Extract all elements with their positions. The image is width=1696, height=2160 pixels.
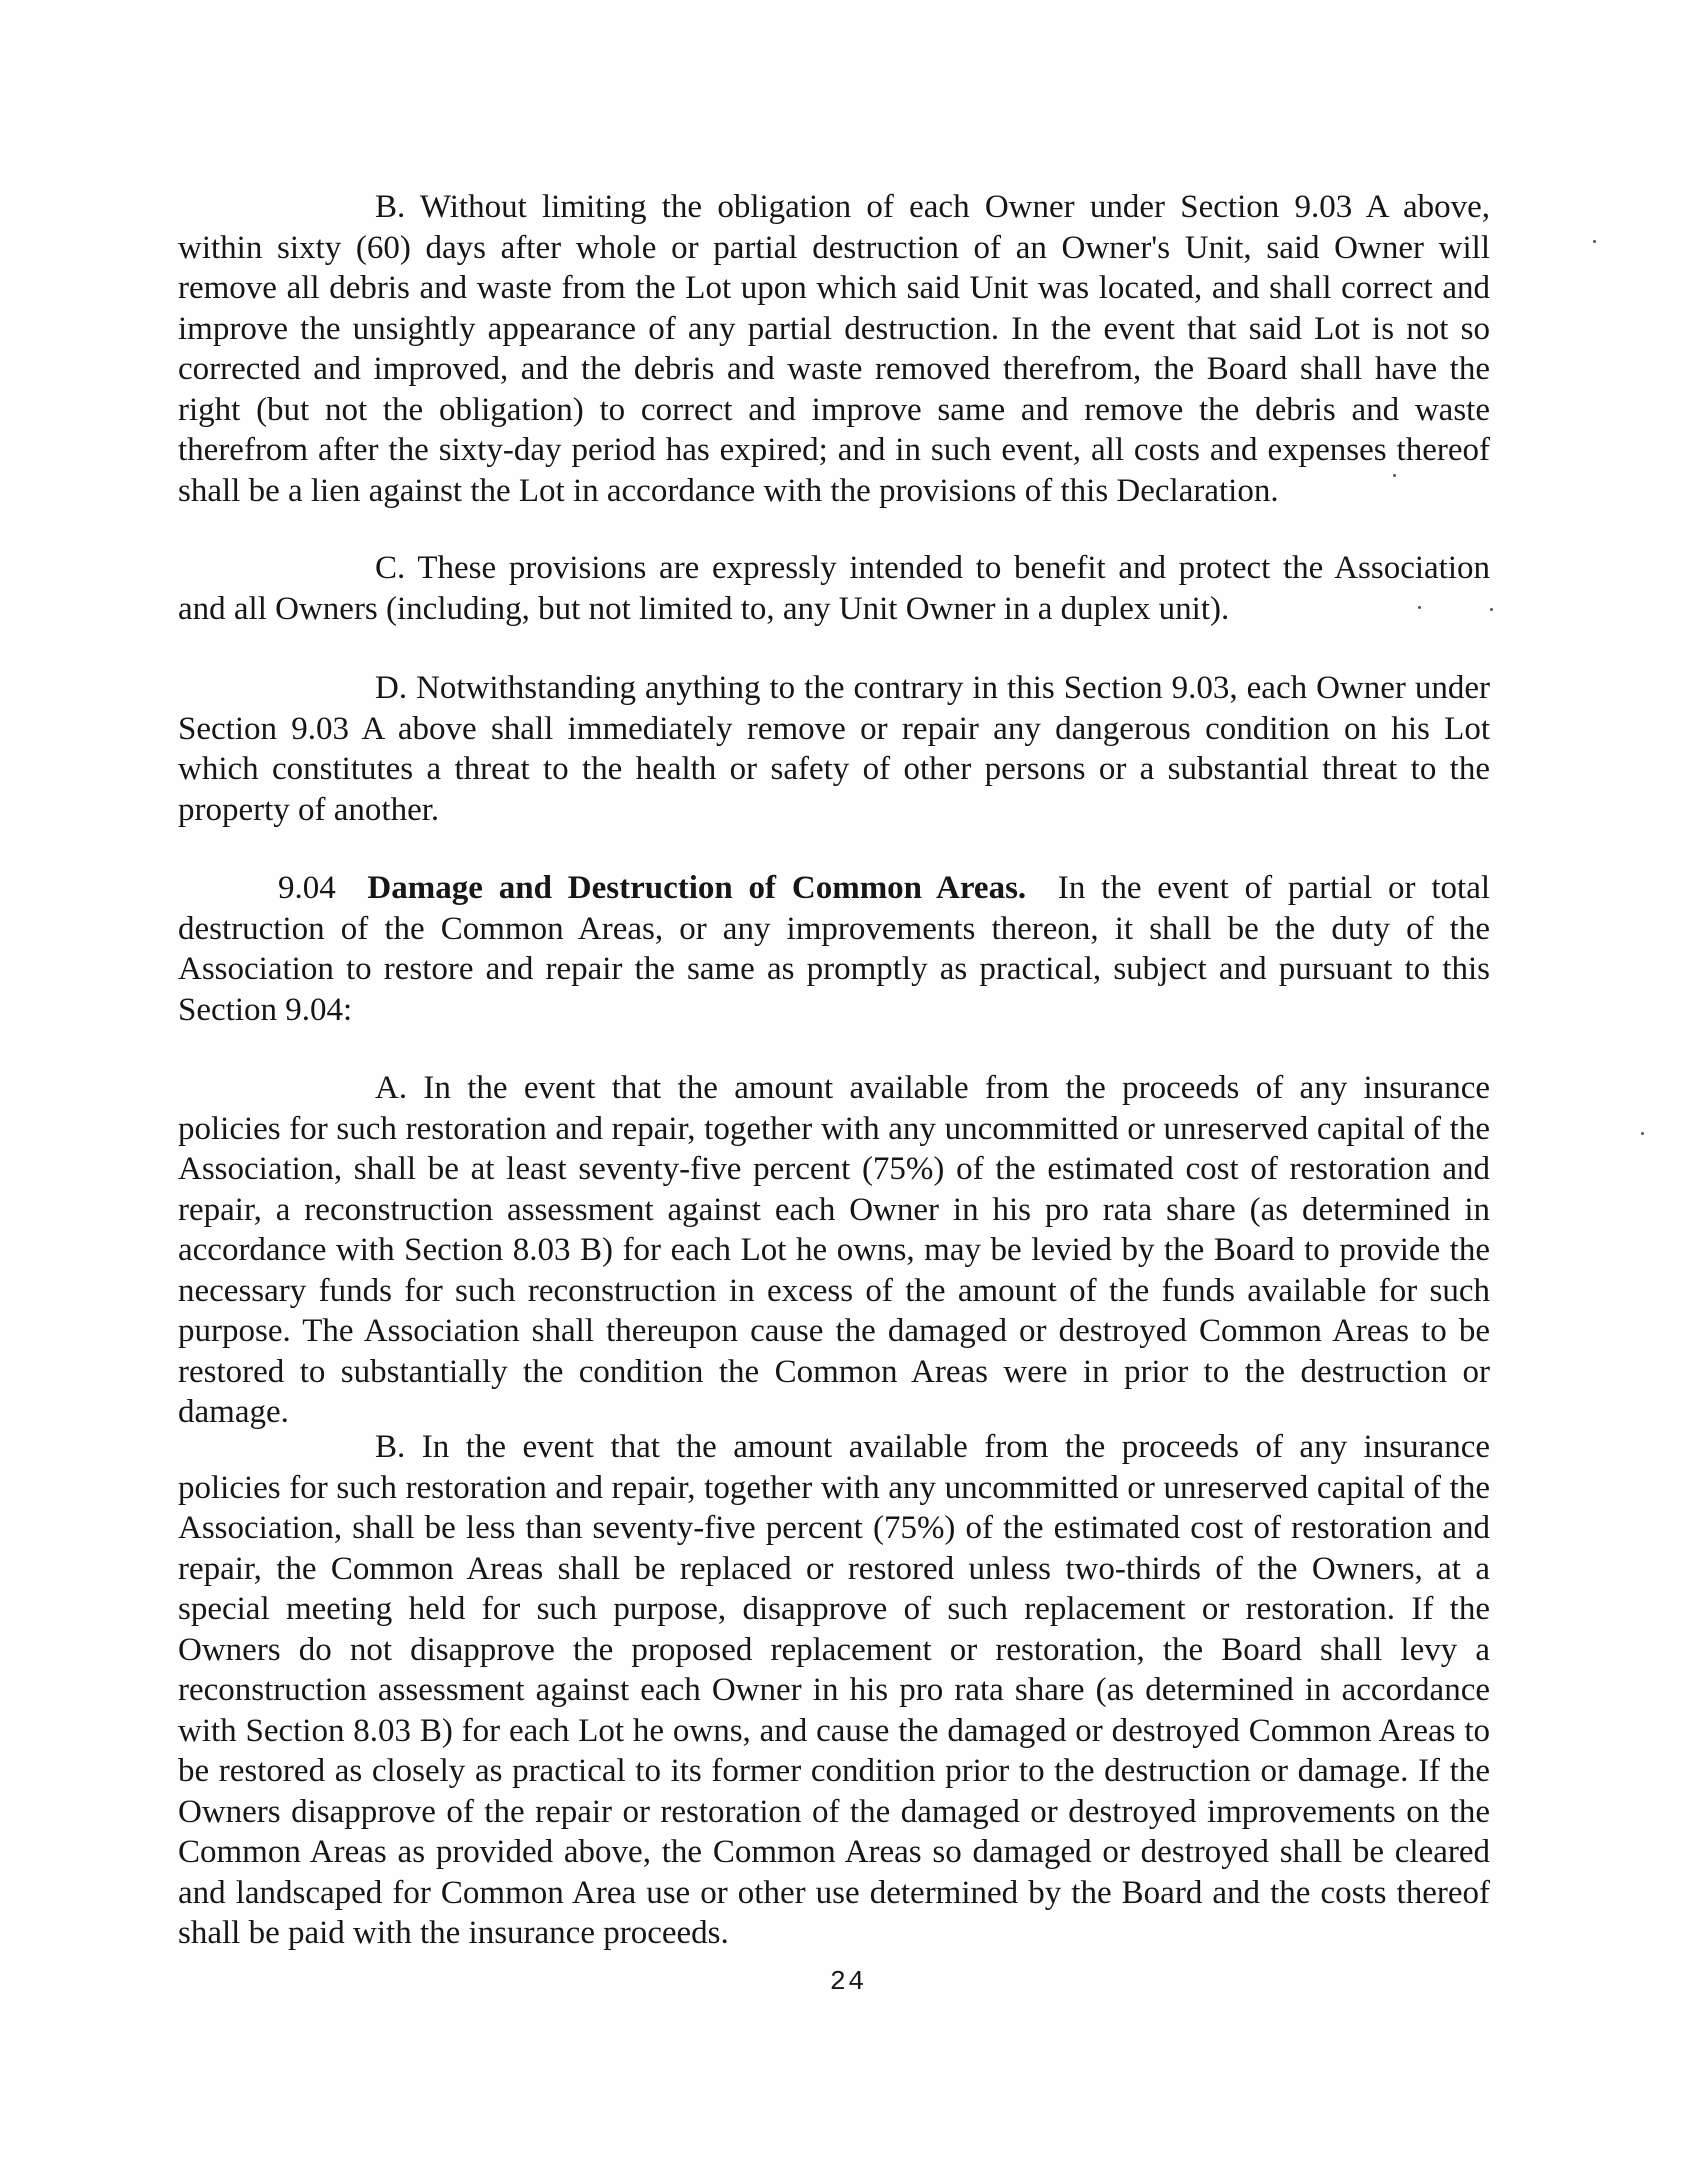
- paragraph-text: B. Without limiting the obligation of each Owner under Section 9.03 A above, within sixty (60) days after whole or partial destruction of an Owner's Unit, said Owner will remove all debris and waste from the Lot upon which said Unit was located, and shall correct and improve the unsightly appearance of any partial destruction. In the event that said Lot is not so corrected and improved, and the debris and waste removed therefrom, the Board shall have the right (but not the obligation) to correct and improve same and remove the debris and waste therefrom after the sixty-day period has expired; and in such event, all costs and expenses thereof shall be a lien against the Lot in accordance with the provisions of this Declaration.: [178, 189, 1490, 509]
- paragraph-9-03-b: [178, 187, 1490, 511]
- paragraph-text: D. Notwithstanding anything to the contrary in this Section 9.03, each Owner under Section 9.03 A above shall immediately remove or repair any dangerous condition on his Lot which constitutes a threat to the health or safety of other persons or a substantial threat to the property of another.: [178, 670, 1490, 828]
- section-9-04: [178, 868, 1490, 1030]
- page-number: 24: [829, 1968, 867, 1998]
- paragraph-9-04-b: [178, 1427, 1490, 1954]
- scan-speck: [1418, 606, 1421, 609]
- paragraph-text: B. In the event that the amount available from the proceeds of any insurance policies for such restoration and repair, together with any uncommitted or unreserved capital of the Association, shall be less than seventy-five percent (75%) of the estimated cost of restoration and repair, the Common Areas shall be replaced or restored unless two-thirds of the Owners, at a special meeting held for such purpose, disapprove of such replacement or restoration. If the Owners do not disapprove the proposed replacement or restoration, the Board shall levy a reconstruction assessment against each Owner in his pro rata share (as determined in accordance with Section 8.03 B) for each Lot he owns, and cause the damaged or destroyed Common Areas to be restored as closely as practical to its former condition prior to the destruction or damage. If the Owners disapprove of the repair or restoration of the damaged or destroyed improvements on the Common Areas as provided above, the Common Areas so damaged or destroyed shall be cleared and landscaped for Common Area use or other use determined by the Board and the costs thereof shall be paid with the insurance proceeds.: [178, 1429, 1490, 1951]
- paragraph-9-03-c: [178, 548, 1490, 629]
- scan-speck: [1593, 240, 1596, 243]
- scan-speck: [1393, 474, 1396, 477]
- scan-speck: [1490, 608, 1493, 611]
- paragraph-text: C. These provisions are expressly intended to benefit and protect the Association and all Owners (including, but not limited to, any Unit Owner in a duplex unit).: [178, 550, 1490, 627]
- paragraph-9-03-d: [178, 668, 1490, 830]
- section-text: In the event of partial or total destruction of the Common Areas, or any improvements thereon, it shall be the duty of the Association to restore and repair the same as promptly as practical, subject and pursuant to this Section 9.04:: [178, 870, 1491, 1028]
- scan-speck: [1641, 1132, 1644, 1135]
- paragraph-9-04-a: [178, 1068, 1490, 1433]
- paragraph-text: A. In the event that the amount available from the proceeds of any insurance policies for such restoration and repair, together with any uncommitted or unreserved capital of the Association, shall be at least seventy-five percent (75%) of the estimated cost of restoration and repair, a reconstruction assessment against each Owner in his pro rata share (as determined in accordance with Section 8.03 B) for each Lot he owns, may be levied by the Board to provide the necessary funds for such reconstruction in excess of the amount of the funds available for such purpose. The Association shall thereupon cause the damaged or destroyed Common Areas to be restored to substantially the condition the Common Areas were in prior to the destruction or damage.: [178, 1070, 1490, 1430]
- section-number: 9.04: [278, 870, 336, 906]
- section-heading: Damage and Destruction of Common Areas.: [367, 870, 1027, 906]
